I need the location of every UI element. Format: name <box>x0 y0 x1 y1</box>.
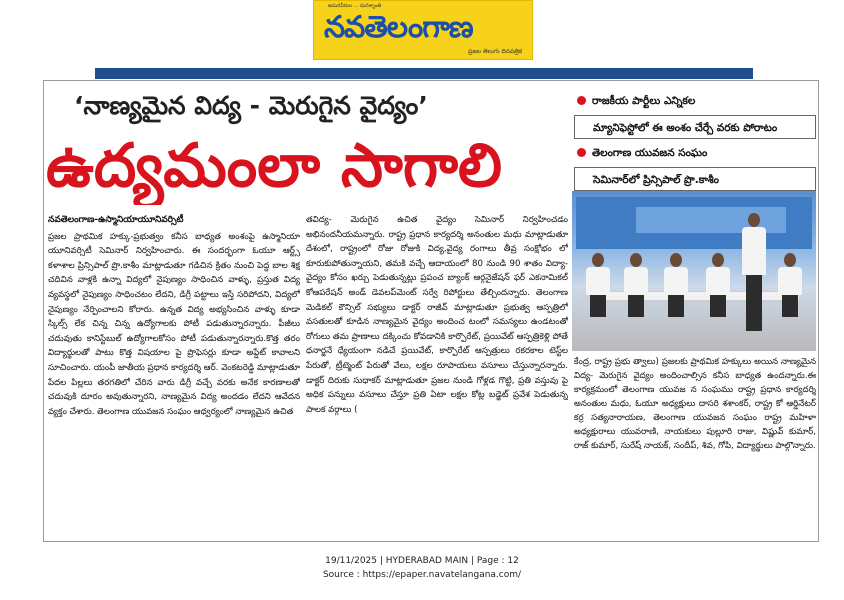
photo-person <box>624 253 648 315</box>
article-col1 <box>48 213 300 535</box>
source-link[interactable]: Source : https://epaper.navatelangana.com/ <box>322 570 522 580</box>
seminar-photo <box>572 191 816 351</box>
dateline: నవతెలంగాణ-ఉస్మానియాయూనివర్సిటీ <box>48 215 184 225</box>
article-col1-text: ప్రజల ప్రాథమిక హక్కు-ప్రభుత్వం కనీస బాధ్యత అంశంపై ఉస్మానియా యూనివర్సిటీ సెమినార్ నిర్వహించారు. ఈ సందర్భంగా ఓయూ ఆర్ట్స్ కళాశాల ప్రిన్సిపాల్ ప్రొ.కాశీం మాట్లాడుతూ గడిచిన క్రితం నుంచి పెద్ద బాల శిక్ష చదివిన వాళ్లకి ఉన్నా విద్యలో నైపుణ్యం సాధించిన వాళ్ళు, ప్రస్తుత విద్య వ్యవస్థలో నైపుణ్యం సాధించటం లేదని, డిగ్రీ పట్టాలు ఇస్తే సరిపోదని, విద్యలో నైపుణ్యం నేర్పించాలని కోరారు. ఉన్నత విద్య అభ్యసించిన వాళ్ళు కూడా స్కిల్స్ లేక చిన్న చిన్న ఉద్యోగాలకు పోటీ పడుతున్నారన్నారు. పీజీలు చదువుతు కానిస్టేబుల్ ఉద్యోగాలకోసం పోటీ పడుతున్నారన్నారు.కొత్త తరం విద్యార్థులతో పాటు కొత్త విషయాల పై ప్రొఫెసర్లు కూడా అప్డేట్ కావాలని సూచించారు. యంపీ జాతీయ ప్రధాన కార్యదర్శి ఆర్. వెంకటరెడ్డి మాట్లాడుతూ పేదల పిల్లలు తరగతిలో చేరిన వారు డిగ్రీ వచ్చే వరకు అనేక కారణాలతో చదువుకి దూరం అవుతున్నారని, నాణ్యమైన విద్య అందడం లేదని ఆవేదన వ్యక్తం చేశారు. తెలంగాణ యువజన సంఘం ఆధ్వర్యంలో నాణ్యమైన ఉచిత <box>48 231 300 417</box>
header-band <box>95 68 753 79</box>
masthead-tagline-top: అమరవీరుల ... మనశ్శాంతి <box>328 3 382 9</box>
highlight-line: మ్యానిఫెస్టోలో ఈ అంశం చేర్చే వరకు పోరాటం <box>574 115 816 139</box>
masthead-title: నవతెలంగాణ <box>324 10 473 45</box>
article-col3: కేంద్ర, రాష్ట్ర ప్రభు త్వాలు) ప్రజలకు ప్రాథమిక హక్కులు అయిన నాణ్యమైన విద్య- మెరుగైన వైద్యం అందించాల్సిన కనీస బాధ్యత ఉందన్నారు.ఈ కార్యక్రమంలో తెలంగాణ యువజ న సంఘము రాష్ట్ర ప్రధాన కార్యదర్శి అనంతుల మధు, ఓయూ అధ్యక్షులు దాసరి శశాంకర్, రాష్ట్ర కో ఆర్డినేటర్ కర్ర సత్యనారాయణ, తెలంగాణ యువజన సంఘం రాష్ట్ర మహిళా అధ్యక్షురాలు యువరాణి, నాయకులు పుల్లూరి రాజు, విష్ణువ్ కుమార్, రాజ్ కుమార్, సురేష్ నాయక్, సందీప్, శివ, గోపి, విద్యార్థులు పాల్గొన్నారు. <box>574 357 816 451</box>
article-col2: తవిద్య- మెరుగైన ఉచిత వైద్యం సెమినార్ నిర్వహించడం అభినందనీయమన్నారు. రాష్ట్ర ప్రధాన కార్యదర్శి అనంతుల మధు మాట్లాడుతూ దేశంలో, రాష్ట్రంలో రోజు రోజుకి విద్య,వైద్య రంగాలు తీవ్ర సంక్షోభం లో కూరుకుపోతున్నాయని, తమకి వచ్చే ఆదాయంలో 80 నుండి 90 శాతం విద్యా- వైద్యం కోసం ఖర్చు పెడుతున్నట్లు ప్రపంచ బ్యాంక్ ఆర్గనైజేషన్ ఫర్ ఎకనామికల్ కోఆపరేషన్ అండ్ డెవలప్‌మెంట్ సర్వే రిపోర్టులు తేల్చిందన్నారు. తెలంగాణ మెడికల్ కౌన్సిల్ సభ్యులు డాక్టర్ రాజీవ్ మాట్లాడుతూ ప్రభుత్వ ఆస్పత్రిలో వసతులతో కూడిన నాణ్యమైన వైద్యం అందించ టంలో సమస్యలు ఉండటంతో రోగులు తమ ప్రాణాలు దక్కించు కోవడానికి కార్పొరేట్, ప్రయివేట్ ఆస్పత్రికెళ్లి పోతే ధనార్జనే ధ్యేయంగా నడిచే ప్రయివేట్, కార్పొరేట్ ఆస్పత్రులు రకరకాల టెస్ట్‌ల పేరుతో, ట్రీట్మెంట్ పేరుతో వేలు, లక్షల రూపాయలు వసూలు చేస్తున్నారన్నారు. డాక్టర్ దిరుకు సుధాకర్ మాట్లాడుతూ ప్రజల నుండి గోళ్లడ గొట్టి, ప్రతి వస్తువు పై అధిక పన్నులు వసూలు చేస్తూ ప్రతి ఏటా లక్షల కోట్ల బడ్జెట్ ప్రవేశ పెడుతున్న పాలక వర్గాలు ( <box>306 215 568 415</box>
masthead-tagline: ప్రజల తెలుగు దినపత్రిక <box>468 48 522 55</box>
highlights-box <box>574 89 816 193</box>
photo-person <box>778 253 802 315</box>
highlight-line: తెలంగాణ యువజన సంఘం <box>574 141 816 165</box>
photo-speaker <box>742 213 766 333</box>
article-kicker: ‘నాణ్యమైన విద్య - మెరుగైన వైద్యం’ <box>74 91 428 120</box>
photo-person <box>706 253 730 315</box>
photo-person <box>586 253 610 315</box>
article-headline: ఉద్యమంలా సాగాలి <box>46 131 503 201</box>
photo-banner <box>576 197 812 249</box>
highlight-line: సెమినార్‌లో ప్రిన్సిపాల్ ప్రొ.కాశీం <box>574 167 816 191</box>
edition-info: 19/11/2025 | HYDERABAD MAIN | Page : 12 <box>325 556 519 566</box>
masthead-logo <box>313 0 533 60</box>
photo-person <box>664 253 688 315</box>
news-article <box>43 80 819 542</box>
highlight-line: రాజకీయ పార్టీలు ఎన్నికల <box>574 89 816 113</box>
photo-table <box>590 291 800 301</box>
